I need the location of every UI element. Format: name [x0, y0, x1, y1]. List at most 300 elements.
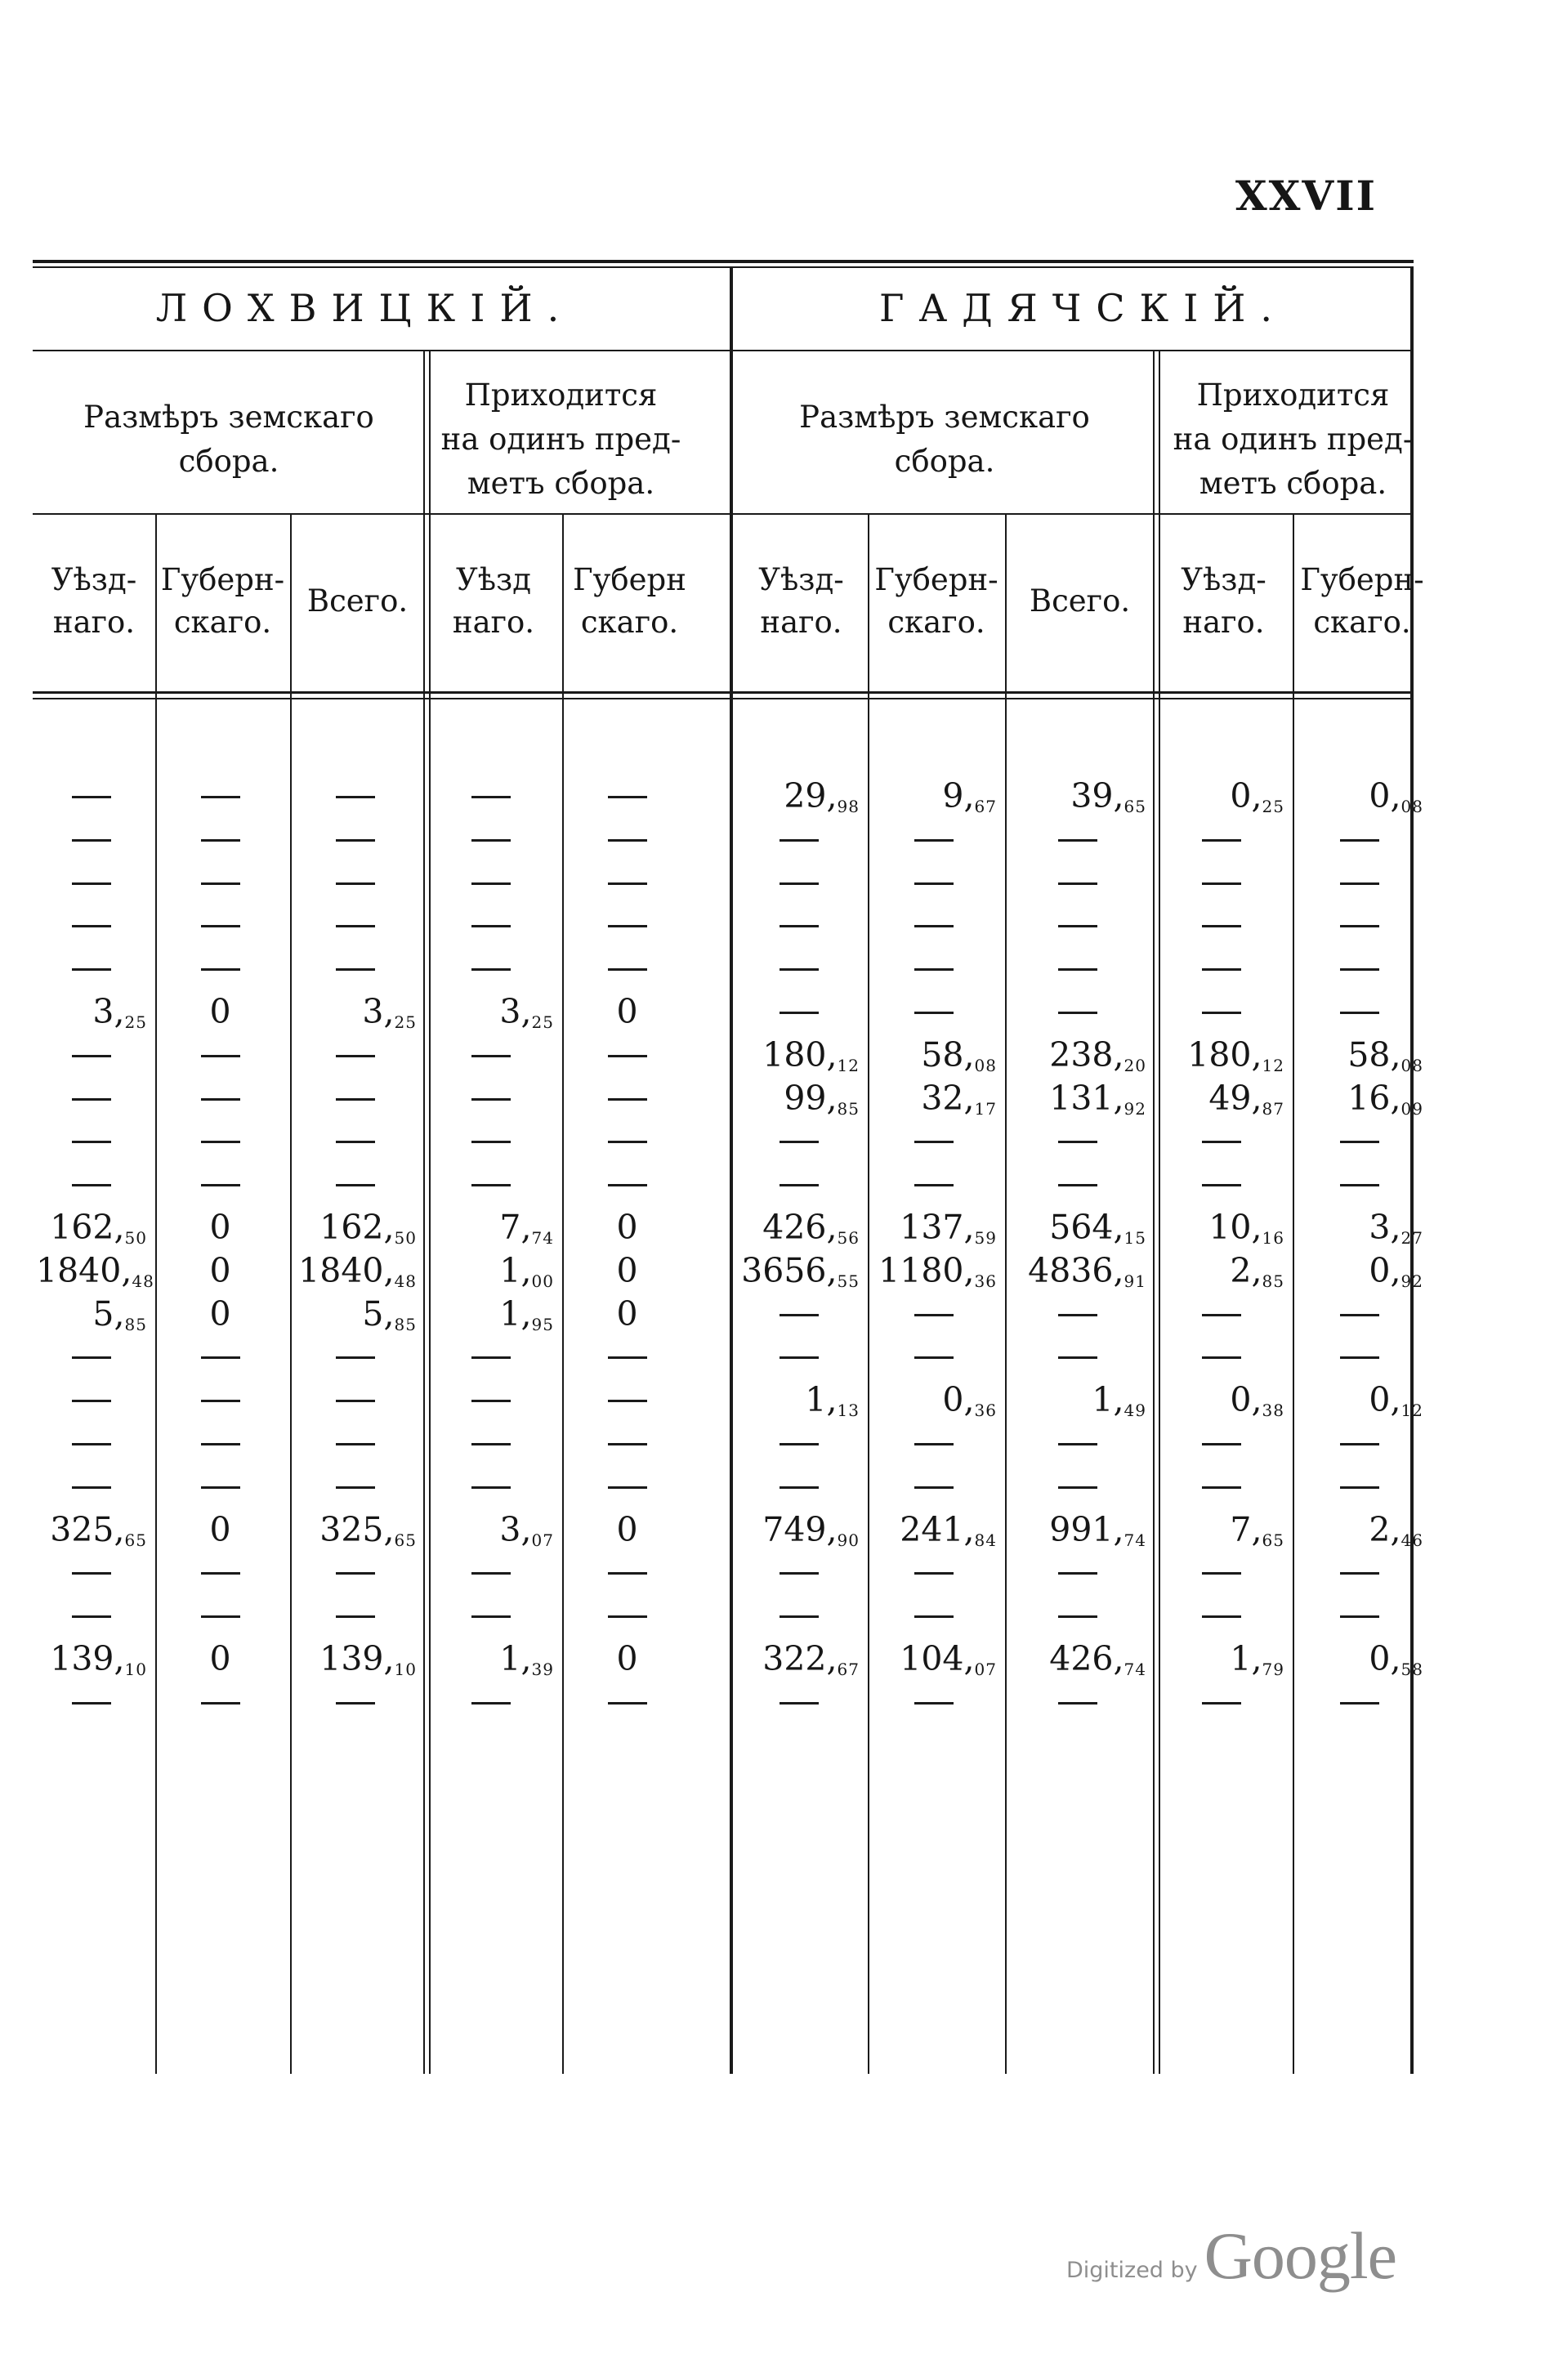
top-rule	[33, 260, 1414, 263]
table-cell	[36, 1079, 147, 1118]
table-cell	[428, 820, 554, 859]
table-cell	[738, 1467, 860, 1506]
dash-mark	[1058, 1314, 1097, 1316]
table-cell: 0	[616, 1208, 638, 1247]
table-cell: $139,_{10}$	[50, 1639, 147, 1679]
table-cell	[1296, 1596, 1423, 1635]
dash-mark	[201, 925, 240, 927]
dash-mark	[72, 1098, 111, 1101]
table-cell	[565, 1682, 689, 1722]
table-cell: $0,_{92}$	[1369, 1250, 1423, 1291]
table-cell	[738, 1121, 860, 1160]
table-cell	[1008, 1337, 1146, 1376]
table-cell	[36, 1596, 147, 1635]
table-cell	[1158, 1596, 1284, 1635]
table-cell: $0,_{25}$	[1230, 776, 1284, 816]
dash-mark	[72, 839, 111, 842]
dash-mark	[471, 925, 511, 927]
table-cell: $5,_{85}$	[362, 1293, 417, 1334]
dash-mark	[1058, 925, 1097, 927]
dash-mark	[608, 1486, 647, 1489]
table-cell	[159, 1079, 282, 1118]
table-cell: $3,_{27}$	[1369, 1208, 1423, 1248]
column-header: Губерн скаго.	[573, 561, 686, 640]
table-cell: $137,_{59}$	[900, 1208, 997, 1248]
dash-mark	[72, 968, 111, 971]
table-cell: $1,_{79}$	[1230, 1639, 1284, 1679]
table-cell	[159, 1467, 282, 1506]
dash-mark	[914, 1486, 954, 1489]
dash-mark	[471, 1141, 511, 1143]
table-cell	[1008, 1682, 1146, 1722]
dash-mark	[471, 1572, 511, 1575]
table-cell	[738, 905, 860, 945]
dash-mark	[608, 882, 647, 885]
table-cell	[1008, 1164, 1146, 1204]
table-cell	[738, 992, 860, 1031]
dash-mark	[201, 1400, 240, 1402]
table-cell	[159, 820, 282, 859]
table-cell: $3,_{07}$	[499, 1509, 554, 1550]
table-cell	[293, 1553, 417, 1592]
table-cell	[1296, 1423, 1423, 1463]
table-cell: 0	[616, 1509, 638, 1549]
column-divider	[155, 515, 157, 2074]
table-cell	[293, 1423, 417, 1463]
dash-mark	[336, 1400, 375, 1402]
dash-mark	[201, 1486, 240, 1489]
column-header: Уѣзд наго.	[452, 561, 535, 640]
table-cell: $564,_{15}$	[1049, 1208, 1146, 1248]
dash-mark	[471, 968, 511, 971]
table-cell	[1008, 1423, 1146, 1463]
dash-mark	[1058, 1356, 1097, 1359]
column-divider	[562, 515, 564, 2074]
table-cell: $1,_{00}$	[499, 1250, 554, 1291]
table-cell	[1008, 1121, 1146, 1160]
table-cell: $749,_{90}$	[762, 1509, 860, 1550]
table-cell	[36, 1423, 147, 1463]
dash-mark	[72, 1356, 111, 1359]
dash-mark	[1058, 1615, 1097, 1618]
table-cell: $58,_{08}$	[1347, 1034, 1423, 1075]
table-cell	[1296, 1164, 1423, 1204]
dash-mark	[608, 1356, 647, 1359]
column-divider	[868, 515, 869, 2074]
group-header-levy-size: Размѣръ земскаго сбора.	[83, 400, 374, 479]
table-cell: 0	[616, 992, 638, 1031]
table-cell	[36, 776, 147, 815]
dash-mark	[336, 1615, 375, 1618]
dash-mark	[1340, 1486, 1379, 1489]
dash-mark	[608, 1400, 647, 1402]
table-cell: $180,_{12}$	[762, 1034, 860, 1075]
table-cell	[1008, 949, 1146, 988]
table-cell	[738, 949, 860, 988]
dash-mark	[1058, 1486, 1097, 1489]
table-cell	[428, 776, 554, 815]
dash-mark	[471, 1702, 511, 1705]
dash-mark	[1202, 1141, 1241, 1143]
table-cell	[36, 905, 147, 945]
table-cell: $426,_{56}$	[762, 1208, 860, 1248]
table-cell: $1,_{95}$	[499, 1293, 554, 1334]
dash-mark	[72, 1486, 111, 1489]
table-cell: $1,_{39}$	[499, 1639, 554, 1679]
dash-mark	[336, 1443, 375, 1445]
table-cell: $3,_{25}$	[362, 992, 417, 1032]
table-cell	[565, 1380, 689, 1419]
table-cell	[738, 1294, 860, 1334]
dash-mark	[780, 1443, 819, 1445]
table-cell	[738, 1423, 860, 1463]
dash-mark	[914, 1572, 954, 1575]
column-header: Всего.	[1029, 583, 1131, 619]
table-cell: 0	[209, 1639, 231, 1678]
table-cell	[428, 863, 554, 902]
table-cell	[1296, 949, 1423, 988]
table-cell	[1296, 1337, 1423, 1376]
dash-mark	[1202, 1184, 1241, 1186]
district-divider	[730, 268, 733, 2074]
table-cell: $180,_{12}$	[1187, 1034, 1284, 1075]
dash-mark	[336, 1098, 375, 1101]
district-title: ГАДЯЧСКІЙ.	[878, 286, 1288, 330]
dash-mark	[780, 839, 819, 842]
table-cell: $0,_{08}$	[1369, 776, 1423, 816]
table-cell: $0,_{36}$	[942, 1380, 997, 1421]
group-header-per-item: Приходится на одинъ пред- метъ сбора.	[1173, 378, 1414, 501]
table-cell	[428, 1337, 554, 1376]
dash-mark	[72, 1055, 111, 1057]
table-cell: $325,_{65}$	[319, 1509, 417, 1550]
table-cell	[159, 1596, 282, 1635]
dash-mark	[471, 1400, 511, 1402]
table-cell	[159, 1337, 282, 1376]
dash-mark	[201, 1098, 240, 1101]
dash-mark	[914, 968, 954, 971]
table-cell	[1296, 1467, 1423, 1506]
table-cell: 0	[209, 1293, 231, 1334]
table-cell	[428, 1380, 554, 1419]
page-number: XXVII	[1235, 172, 1377, 220]
table-cell	[565, 863, 689, 902]
table-cell	[36, 1337, 147, 1376]
dash-mark	[1202, 882, 1241, 885]
table-cell	[159, 1682, 282, 1722]
dash-mark	[1202, 925, 1241, 927]
dash-mark	[471, 1356, 511, 1359]
dash-mark	[1202, 1356, 1241, 1359]
dash-mark	[914, 1141, 954, 1143]
dash-mark	[914, 925, 954, 927]
dash-mark	[336, 1055, 375, 1057]
table-cell: $7,_{65}$	[1230, 1509, 1284, 1550]
dash-mark	[336, 796, 375, 798]
dash-mark	[608, 1443, 647, 1445]
dash-mark	[336, 1702, 375, 1705]
table-cell	[871, 820, 997, 859]
table-cell: $0,_{12}$	[1369, 1380, 1423, 1421]
dash-mark	[1340, 882, 1379, 885]
dash-mark	[780, 1356, 819, 1359]
table-cell: 0	[209, 1208, 231, 1247]
table-cell	[36, 949, 147, 988]
dash-mark	[336, 925, 375, 927]
table-cell	[293, 905, 417, 945]
dash-mark	[1340, 1443, 1379, 1445]
table-cell: $325,_{65}$	[50, 1509, 147, 1550]
table-cell	[1158, 992, 1284, 1031]
dash-mark	[914, 1615, 954, 1618]
table-cell	[871, 1682, 997, 1722]
table-cell: $99,_{85}$	[784, 1078, 860, 1119]
table-cell: $1840,_{48}$	[36, 1250, 154, 1291]
dash-mark	[1340, 1615, 1379, 1618]
column-header: Губерн- скаго.	[1300, 561, 1424, 640]
dash-mark	[608, 796, 647, 798]
table-cell: $162,_{50}$	[319, 1208, 417, 1248]
table-cell	[738, 1337, 860, 1376]
dash-mark	[471, 796, 511, 798]
table-cell	[1008, 905, 1146, 945]
dash-mark	[1340, 1572, 1379, 1575]
dash-mark	[336, 839, 375, 842]
dash-mark	[201, 1615, 240, 1618]
table-cell	[159, 949, 282, 988]
dash-mark	[1058, 968, 1097, 971]
table-cell: $241,_{84}$	[900, 1509, 997, 1550]
table-cell	[1158, 1553, 1284, 1592]
dash-mark	[72, 882, 111, 885]
dash-mark	[336, 1572, 375, 1575]
table-cell	[293, 1682, 417, 1722]
dash-mark	[1340, 1356, 1379, 1359]
table-cell	[1008, 1596, 1146, 1635]
table-cell: $139,_{10}$	[319, 1639, 417, 1679]
dash-mark	[336, 882, 375, 885]
table-cell	[1008, 863, 1146, 902]
table-cell	[36, 820, 147, 859]
table-cell	[738, 1164, 860, 1204]
dash-mark	[608, 1702, 647, 1705]
table-cell	[293, 1380, 417, 1419]
table-cell	[565, 1079, 689, 1118]
table-cell	[565, 1553, 689, 1592]
column-header: Всего.	[306, 583, 409, 619]
dash-mark	[914, 1012, 954, 1014]
table-cell	[738, 820, 860, 859]
table-cell	[565, 1596, 689, 1635]
dash-mark	[914, 1184, 954, 1186]
table-cell	[1008, 1294, 1146, 1334]
dash-mark	[914, 839, 954, 842]
dash-mark	[1340, 1702, 1379, 1705]
dash-mark	[914, 1356, 954, 1359]
table-cell	[1296, 863, 1423, 902]
dash-mark	[1058, 1012, 1097, 1014]
table-cell	[871, 1164, 997, 1204]
table-cell	[1008, 992, 1146, 1031]
header-rule	[33, 691, 1414, 694]
table-cell	[159, 1121, 282, 1160]
dash-mark	[201, 839, 240, 842]
dash-mark	[471, 1443, 511, 1445]
table-cell: $58,_{08}$	[921, 1034, 997, 1075]
dash-mark	[201, 1443, 240, 1445]
dash-mark	[1202, 1314, 1241, 1316]
table-cell: $322,_{67}$	[762, 1639, 860, 1679]
dash-mark	[201, 1141, 240, 1143]
dash-mark	[1058, 1141, 1097, 1143]
dash-mark	[914, 1443, 954, 1445]
table-cell	[428, 949, 554, 988]
table-cell	[565, 1337, 689, 1376]
group-header-levy-size: Размѣръ земскаго сбора.	[799, 400, 1090, 479]
table-cell	[428, 1035, 554, 1075]
table-cell: $3,_{25}$	[499, 992, 554, 1032]
dash-mark	[201, 1702, 240, 1705]
dash-mark	[780, 1486, 819, 1489]
table-cell	[871, 863, 997, 902]
dash-mark	[608, 925, 647, 927]
dash-mark	[201, 1572, 240, 1575]
dash-mark	[1340, 968, 1379, 971]
table-cell	[738, 1553, 860, 1592]
table-cell	[1158, 1423, 1284, 1463]
table-cell	[36, 863, 147, 902]
dash-mark	[1058, 1572, 1097, 1575]
table-cell	[871, 1337, 997, 1376]
table-cell	[1158, 1164, 1284, 1204]
table-cell: 0	[616, 1250, 638, 1290]
header-rule-thin	[33, 698, 1414, 699]
dash-mark	[780, 1702, 819, 1705]
table-cell	[1008, 1553, 1146, 1592]
column-header: Губерн- скаго.	[874, 561, 998, 640]
table-cell: $32,_{17}$	[921, 1078, 997, 1119]
dash-mark	[471, 1055, 511, 1057]
column-divider	[290, 515, 292, 2074]
table-cell	[428, 905, 554, 945]
table-cell	[159, 1553, 282, 1592]
dash-mark	[201, 1356, 240, 1359]
table-cell	[1008, 1467, 1146, 1506]
dash-mark	[1340, 1141, 1379, 1143]
table-cell	[159, 905, 282, 945]
column-header: Губерн- скаго.	[160, 561, 285, 640]
table-cell: $104,_{07}$	[900, 1639, 997, 1679]
table-cell	[871, 1121, 997, 1160]
dash-mark	[336, 1141, 375, 1143]
table-cell: $426,_{74}$	[1049, 1639, 1146, 1679]
table-cell: $1840,_{48}$	[298, 1250, 417, 1291]
column-header: Уѣзд- наго.	[51, 561, 137, 640]
table-cell	[36, 1380, 147, 1419]
table-cell	[293, 1121, 417, 1160]
table-cell	[565, 905, 689, 945]
table-cell	[428, 1079, 554, 1118]
table-cell	[871, 992, 997, 1031]
table-cell	[159, 776, 282, 815]
table-cell	[36, 1164, 147, 1204]
dash-mark	[608, 1055, 647, 1057]
dash-mark	[780, 925, 819, 927]
dash-mark	[201, 968, 240, 971]
table-cell	[428, 1553, 554, 1592]
dash-mark	[1058, 1443, 1097, 1445]
table-cell: $9,_{67}$	[942, 776, 997, 816]
table-cell: 0	[209, 1509, 231, 1549]
table-cell	[293, 1035, 417, 1075]
table-cell: $991,_{74}$	[1049, 1509, 1146, 1550]
dash-mark	[1202, 1615, 1241, 1618]
table-cell: $3656,_{55}$	[741, 1250, 860, 1291]
table-cell: $4836,_{91}$	[1028, 1250, 1146, 1291]
table-cell	[738, 1682, 860, 1722]
table-cell	[565, 1467, 689, 1506]
dash-mark	[471, 1098, 511, 1101]
table-cell	[565, 1035, 689, 1075]
dash-mark	[471, 1486, 511, 1489]
dash-mark	[1058, 882, 1097, 885]
table-cell: $10,_{16}$	[1208, 1208, 1284, 1248]
table-cell	[293, 1467, 417, 1506]
table-cell	[293, 863, 417, 902]
dash-mark	[471, 882, 511, 885]
dash-mark	[72, 1572, 111, 1575]
top-rule-thin	[33, 266, 1414, 268]
table-cell	[293, 1337, 417, 1376]
table-cell	[293, 1596, 417, 1635]
table-cell	[293, 820, 417, 859]
table-cell: $0,_{58}$	[1369, 1639, 1423, 1679]
table-cell	[871, 1596, 997, 1635]
table-cell	[565, 949, 689, 988]
dash-mark	[608, 1572, 647, 1575]
table-cell	[1158, 1467, 1284, 1506]
dash-mark	[72, 796, 111, 798]
table-cell	[565, 1423, 689, 1463]
dash-mark	[72, 1141, 111, 1143]
dash-mark	[608, 1141, 647, 1143]
dash-mark	[1340, 839, 1379, 842]
table-cell	[428, 1121, 554, 1160]
table-cell	[565, 1164, 689, 1204]
district-rule	[33, 350, 1414, 351]
dash-mark	[608, 839, 647, 842]
dash-mark	[471, 1615, 511, 1618]
table-cell	[1296, 820, 1423, 859]
table-cell	[871, 905, 997, 945]
table-cell	[565, 820, 689, 859]
table-cell: $131,_{92}$	[1049, 1078, 1146, 1119]
table-cell	[1296, 1121, 1423, 1160]
table-cell	[1296, 905, 1423, 945]
dash-mark	[608, 1615, 647, 1618]
table-cell: 0	[209, 1250, 231, 1290]
table-cell: 0	[616, 1293, 638, 1334]
table-cell	[428, 1682, 554, 1722]
table-cell: $1,_{13}$	[805, 1380, 860, 1421]
table-cell: $1180,_{36}$	[878, 1250, 997, 1291]
dash-mark	[914, 1702, 954, 1705]
table-cell	[293, 949, 417, 988]
dash-mark	[780, 968, 819, 971]
table-cell	[159, 1423, 282, 1463]
table-cell	[159, 863, 282, 902]
table-cell: $5,_{85}$	[92, 1293, 147, 1334]
